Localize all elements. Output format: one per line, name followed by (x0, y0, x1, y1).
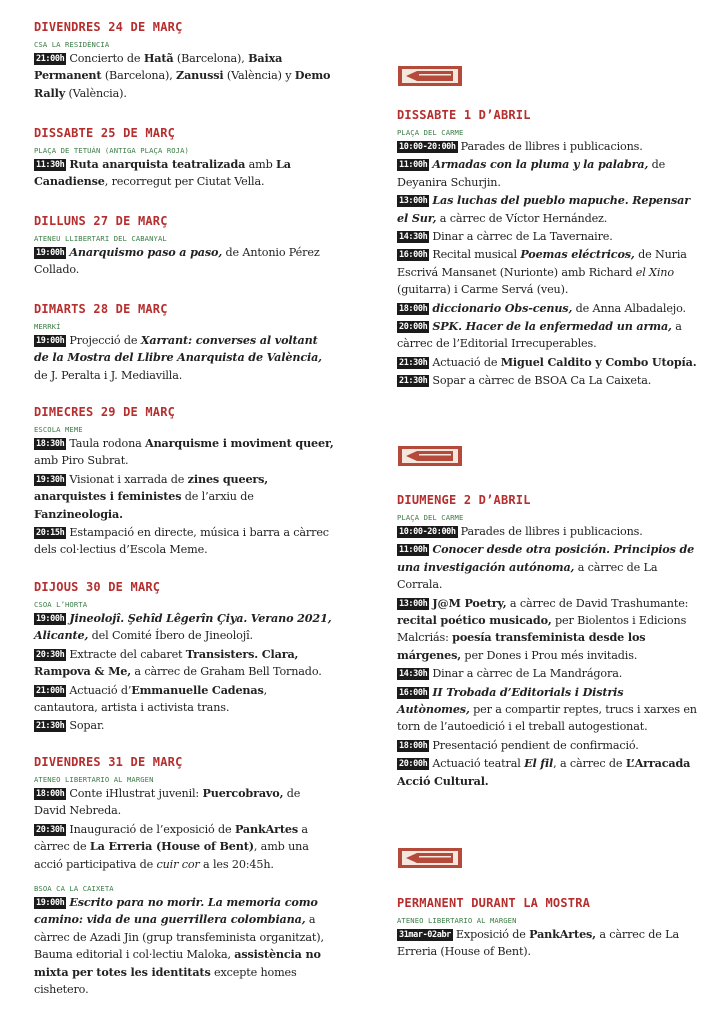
time-badge: 16:00h (399, 250, 428, 261)
event-text: (Barcelona), (173, 52, 249, 65)
time-badge: 18:30h (36, 439, 65, 449)
event-text: recital poético musicado, (397, 613, 552, 628)
venue-label: PLAÇA DEL CARME (397, 513, 464, 522)
event-text: (València) y (223, 69, 295, 83)
event-text: Ruta anarquista teatralizada (69, 157, 246, 171)
event-text: el Xino (635, 265, 674, 279)
event-text: Hatã (143, 51, 174, 65)
event-text: , amb una acció participativa de (34, 840, 309, 871)
time-badge: 31mar-02abr (399, 930, 451, 940)
event-text: Inauguració de l’exposició de (69, 822, 235, 836)
time-badge: 20:30h (36, 824, 65, 835)
venue-label: BSOA CA LA CAIXETA (34, 884, 114, 893)
time-badge: 21:00h (36, 685, 65, 696)
event-text: excepte homes cishetero. (34, 965, 297, 997)
venue-label: CSA LA RESIDÈNCIA (34, 40, 110, 49)
event-text: Poemas eléctricos, (520, 247, 635, 262)
event-text: Transisters. Clara, Rampova & Me, (34, 646, 299, 679)
day-block (397, 108, 697, 390)
event-text: (València). (65, 86, 127, 100)
event-text: Demo Rally (34, 68, 331, 100)
event-text: L’Arracada Acció Cultural. (397, 756, 691, 788)
event-entry (397, 300, 697, 317)
day-heading: DIVENDRES 24 DE MARÇ (34, 20, 183, 34)
event-text: Actuació d’ (69, 683, 132, 697)
event-text: Concierto de (69, 52, 144, 65)
event-text: Xarrant: converses al voltant de la Mostra del Llibre Anarquista de València, (34, 333, 322, 365)
event-text: Armadas con la pluma y la palabra, (432, 157, 649, 172)
event-text: PankArtes, (529, 927, 596, 941)
event-text: a càrrec de Azadi Jin (grup transfeminista organitzat), Bauma editorial i col·lectiu Maloka, (34, 913, 324, 962)
day-heading: DISSABTE 1 D’ABRIL (397, 108, 531, 122)
venue-label: CSOA L’HORTA (34, 600, 88, 609)
day-heading: DISSABTE 25 DE MARÇ (34, 126, 176, 140)
event-text: El fil (524, 756, 554, 771)
event-entry (397, 926, 697, 961)
event-text: cuir cor (156, 857, 200, 871)
event-entry (397, 665, 697, 682)
event-text: , cantautora, artista i activista trans. (34, 683, 268, 715)
day-block (34, 755, 334, 873)
event-entry (34, 435, 334, 470)
day-block (34, 126, 334, 191)
event-entry (397, 192, 697, 227)
day-heading: DIUMENGE 2 D’ABRIL (397, 493, 531, 507)
event-entry (397, 737, 697, 754)
event-text: Miguel Caldito y Combo Utopía. (500, 354, 697, 369)
event-text: Baixa Permanent (34, 51, 283, 83)
time-badge: 14:30h (399, 232, 428, 243)
event-text: Anarquisme i moviment queer, (145, 436, 334, 450)
event-text: II Trobada d’Editorials i Distris Autònomes, (397, 684, 624, 717)
venue-label: ATENEU LLIBERTARI DEL CABANYAL (34, 234, 167, 243)
day-block (34, 878, 334, 998)
venue-label: PLAÇA DEL CARME (397, 128, 464, 137)
venue-label: ATENEO LIBERTARIO AL MARGEN (34, 775, 154, 784)
event-text: per Biolentos i Edicions Malcriás: (397, 614, 687, 645)
time-badge: 20:15h (36, 528, 65, 539)
event-entry (34, 610, 334, 645)
venue-label: ESCOLA MEME (34, 425, 83, 434)
event-text: a càrrec de La Erreria (House of Bent). (397, 928, 679, 959)
event-text: La Erreria (House of Bent) (89, 839, 254, 854)
event-entry (34, 894, 334, 998)
time-badge: 10:00-20:00h (399, 142, 456, 152)
event-text: a càrrec de David Trashumante: (506, 596, 689, 610)
event-text: Estampació en directe, música i barra a càrrec dels col·lectius d’Escola Meme. (34, 526, 329, 557)
time-badge: 18:00h (399, 303, 428, 314)
venue-label: MERRKÍ (34, 322, 61, 331)
event-text: diccionario Obs-cenus, (432, 300, 573, 315)
event-text: Jineolojî. Şehîd Lêgerîn Çiya. Verano 2021, Alicante, (34, 611, 332, 643)
event-text: Actuació de (432, 355, 501, 369)
time-badge: 19:00h (36, 614, 65, 624)
event-text: PankArtes (234, 821, 298, 836)
event-text: , a càrrec de (553, 757, 626, 771)
event-text: de Nuria Escrivá Mansanet (Nurionte) amb Richard (397, 248, 687, 279)
event-entry (397, 684, 697, 736)
venue-label: ATENEO LIBERTARIO AL MARGEN (397, 916, 517, 925)
time-badge: 20:30h (36, 649, 65, 660)
time-badge: 19:00h (36, 248, 65, 258)
event-entry (34, 821, 334, 873)
event-text: La Canadiense (34, 157, 291, 189)
event-text: Conte iHlustrat juvenil: (69, 787, 203, 800)
day-heading: DIJOUS 30 DE MARÇ (34, 580, 161, 594)
event-text: amb (245, 158, 277, 171)
day-block (34, 580, 334, 735)
day-block (34, 302, 334, 384)
time-badge: 20:00h (399, 322, 428, 333)
time-badge: 11:00h (399, 160, 428, 171)
event-entry (397, 318, 697, 353)
event-text: de Antonio Pérez Collado. (34, 246, 320, 277)
event-entry (34, 717, 334, 734)
event-text: per a compartir reptes, trucs i xarxes en torn de l’autoedició i el treball autogestionat. (397, 703, 697, 734)
event-text: (Barcelona), (101, 69, 177, 83)
event-text: Actuació teatral (432, 757, 525, 771)
event-entry (397, 595, 697, 665)
event-text: zines queers, anarquistes i feministes (34, 471, 269, 504)
time-badge: 19:00h (36, 336, 65, 346)
event-entry (34, 471, 334, 523)
day-heading: DIMARTS 28 DE MARÇ (34, 302, 168, 316)
event-text: Puercobravo, (202, 786, 284, 800)
event-text: Exposició de (455, 928, 530, 941)
event-entry (397, 354, 697, 371)
day-block (34, 214, 334, 279)
day-heading: DIVENDRES 31 DE MARÇ (34, 755, 183, 769)
time-badge: 13:00h (399, 598, 428, 609)
event-entry (397, 138, 697, 155)
event-entry (34, 332, 334, 384)
event-text: de David Nebreda. (34, 787, 301, 818)
time-badge: 21:30h (36, 721, 65, 732)
time-badge: 10:00-20:00h (399, 527, 456, 537)
time-badge: 21:30h (399, 376, 428, 387)
event-text: a càrrec de (34, 822, 308, 854)
event-text: Recital musical (432, 248, 521, 262)
event-text: de J. Peralta i J. Mediavilla. (34, 368, 183, 382)
event-text: Parades de llibres i publicacions. (460, 140, 643, 153)
event-text: SPK. Hacer de la enfermedad un arma, (432, 319, 672, 334)
event-entry (34, 156, 334, 191)
event-entry (34, 682, 334, 717)
time-badge: 16:00h (399, 687, 428, 698)
event-text: Sopar a càrrec de BSOA Ca La Caixeta. (432, 374, 652, 388)
pencil-illustration (397, 63, 463, 89)
day-block (34, 405, 334, 559)
event-text: Extracte del cabaret (69, 647, 186, 661)
time-badge: 13:00h (399, 196, 428, 207)
event-text: de Deyanira Schurjin. (397, 158, 666, 189)
event-text: Emmanuelle Cadenas (131, 682, 264, 697)
time-badge: 18:00h (399, 740, 428, 751)
event-entry (397, 246, 697, 298)
event-entry (34, 785, 334, 820)
event-text: Projecció de (69, 334, 141, 347)
event-text: a càrrec de Graham Bell Tornado. (131, 665, 322, 679)
event-entry (34, 524, 334, 559)
event-text: del Comité Íbero de Jineolojî. (88, 629, 253, 643)
event-text: Dinar a càrrec de La Mandrágora. (432, 667, 623, 681)
day-block (34, 20, 334, 102)
event-text: assistència no mixta per totes les identitats (34, 947, 321, 979)
event-entry (34, 646, 334, 681)
time-badge: 19:30h (36, 474, 65, 485)
pencil-illustration (397, 845, 463, 871)
time-badge: 14:30h (399, 669, 428, 680)
time-badge: 21:00h (36, 54, 65, 64)
event-text: a càrrec de l’Editorial Irrecuperables. (397, 320, 682, 351)
event-text: Zanussi (176, 68, 224, 83)
event-entry (397, 523, 697, 540)
event-text: amb Piro Subrat. (34, 454, 129, 468)
event-text: J@M Poetry, (432, 595, 507, 610)
event-text: Visionat i xarrada de (69, 472, 188, 486)
event-text: de l’arxiu de (181, 490, 254, 504)
venue-label: PLAÇA DE TETUÁN (ANTIGA PLAÇA ROJA) (34, 146, 189, 155)
day-heading: PERMANENT DURANT LA MOSTRA (397, 896, 591, 910)
event-text: Fanzineologia. (34, 506, 123, 521)
event-text: de Anna Albadalejo. (572, 301, 686, 315)
event-text: Parades de llibres i publicacions. (460, 525, 643, 538)
time-badge: 11:00h (399, 545, 428, 556)
event-entry (397, 372, 697, 389)
event-text: , recorregut per Ciutat Vella. (104, 175, 265, 189)
event-entry (397, 541, 697, 593)
event-text: poesía transfeminista desde los márgenes, (397, 630, 646, 662)
event-entry (397, 228, 697, 245)
event-entry (34, 244, 334, 279)
event-entry (397, 156, 697, 191)
event-text: Dinar a càrrec de La Tavernaire. (432, 230, 613, 244)
time-badge: 11:30h (36, 160, 65, 170)
event-text: Taula rodona (69, 437, 146, 450)
time-badge: 18:00h (36, 789, 65, 799)
day-block (397, 896, 697, 961)
day-heading: DIMECRES 29 DE MARÇ (34, 405, 176, 419)
day-block (397, 493, 697, 790)
event-text: Anarquismo paso a paso, (69, 245, 223, 259)
event-text: (guitarra) i Carme Servá (veu). (397, 283, 569, 297)
event-text: Escrito para no morir. La memoria como camino: vida de una guerrillera colombiana, (34, 895, 318, 927)
event-text: a càrrec de La Corrala. (397, 560, 658, 592)
time-badge: 20:00h (399, 759, 428, 770)
event-entry (397, 755, 697, 790)
event-text: Sopar. (69, 719, 105, 733)
time-badge: 19:00h (36, 898, 65, 908)
event-text: Conocer desde otra posición. Principios de una investigación autónoma, (397, 542, 695, 574)
pencil-illustration (397, 443, 463, 469)
event-text: a les 20:45h. (199, 857, 274, 871)
event-text: Las luchas del pueblo mapuche. Repensar el Sur, (397, 193, 690, 225)
time-badge: 21:30h (399, 357, 428, 368)
day-heading: DILLUNS 27 DE MARÇ (34, 214, 168, 228)
event-entry (34, 50, 334, 102)
event-text: per Dones i Prou més invitadis. (461, 648, 638, 662)
event-text: Presentació pendient de confirmació. (432, 738, 639, 752)
event-text: a càrrec de Víctor Hernández. (436, 211, 608, 225)
